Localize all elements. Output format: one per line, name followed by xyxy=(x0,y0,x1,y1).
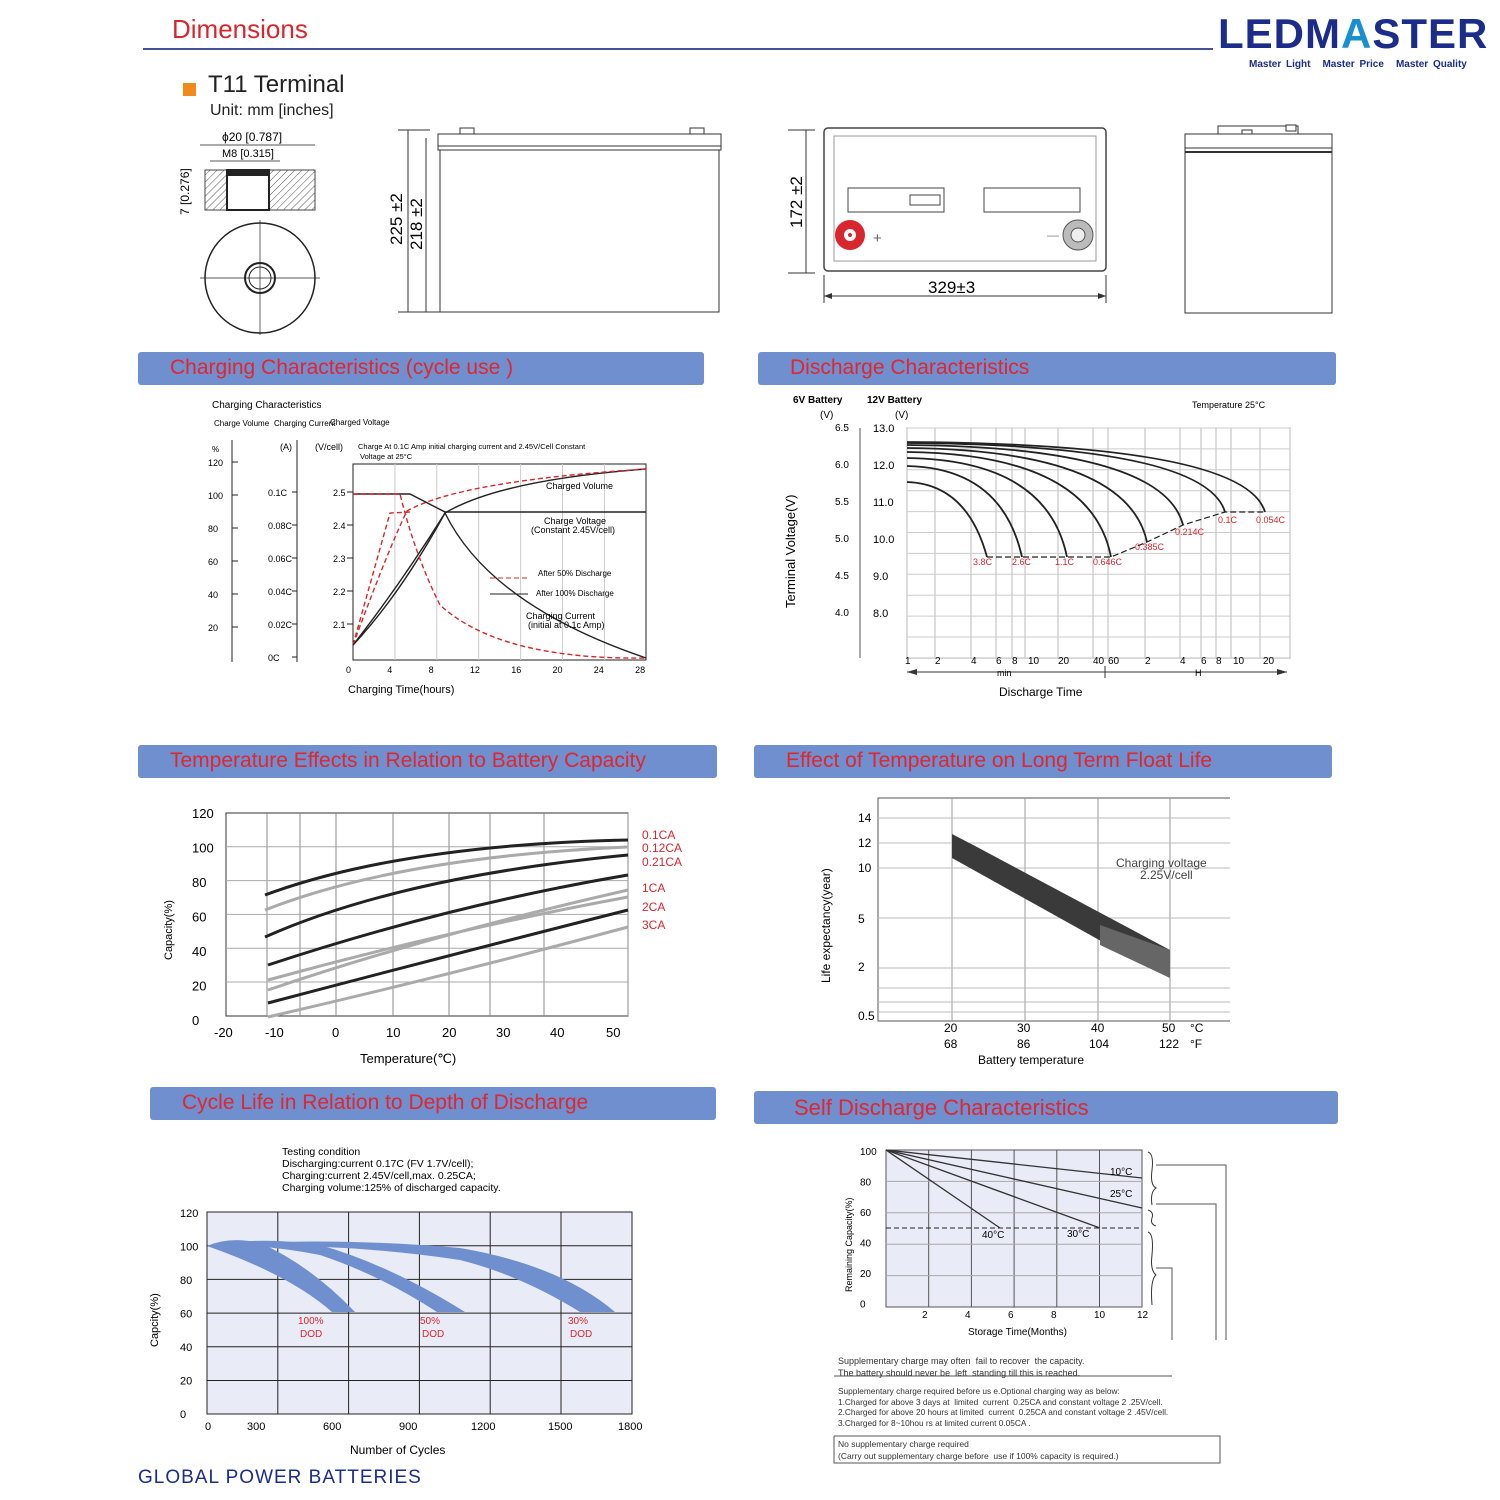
temp-x-tick: 20 xyxy=(442,1025,457,1040)
temp-legend-1: 0.1CA xyxy=(642,828,676,842)
float-x-c-tick: 40 xyxy=(1091,1021,1105,1035)
cycle-condition-line: Charging volume:125% of discharged capacity. xyxy=(282,1182,501,1194)
discharge-6v-unit: (V) xyxy=(820,410,834,421)
float-charging-voltage: Charging voltage xyxy=(1116,856,1207,870)
temp-x-tick: 30 xyxy=(496,1025,511,1040)
temp-capacity-chart xyxy=(150,795,710,1075)
discharge-x-min-tick: 2 xyxy=(935,656,941,667)
height-225-label: 225 ±2 xyxy=(387,193,406,245)
discharge-rate-label: 0.054C xyxy=(1256,515,1286,525)
discharge-12v-tick: 9.0 xyxy=(873,571,889,583)
charge-voltage-tick: 2.2 xyxy=(333,587,346,597)
discharge-x-min-tick: 8 xyxy=(1012,656,1018,667)
float-unit-c: °C xyxy=(1190,1021,1204,1035)
temp-y-tick: 120 xyxy=(192,806,214,821)
temp-y-label: Capacity(%) xyxy=(163,900,175,960)
footer-text: GLOBAL POWER BATTERIES xyxy=(138,1467,422,1488)
terminal-diameter: ϕ20 [0.787] xyxy=(222,130,283,144)
charge-current-tick: 0.04C xyxy=(268,587,293,597)
temp-x-tick: -20 xyxy=(214,1025,233,1040)
cycle-y-tick: 20 xyxy=(180,1375,193,1388)
temp-x-tick: 40 xyxy=(550,1025,565,1040)
discharge-12v-tick: 10.0 xyxy=(873,534,895,546)
title-underline xyxy=(143,48,1213,50)
self-note-b: Supplementary charge required before us e.Optional charging way as below: 1.Charged for above 3 days at limited current 0.25CA and constant voltage 2 .25V/cell. 2.Charged for above 20 hours at limited current 0.25CA and constant voltage 2 .45V/cell. 3.Charged for 8~10hou rs at limited current 0.05CA . xyxy=(838,1386,1169,1428)
battery-end-view xyxy=(1180,120,1340,320)
discharge-x-h-tick: 10 xyxy=(1233,656,1245,667)
float-x-label: Battery temperature xyxy=(978,1053,1085,1067)
self-10c: 10°C xyxy=(1110,1167,1133,1178)
cycle-y-tick: 60 xyxy=(180,1308,193,1321)
discharge-x-min-tick: 10 xyxy=(1028,656,1040,667)
self-x-tick: 10 xyxy=(1094,1310,1106,1321)
discharge-chart xyxy=(775,390,1315,705)
section-discharge: Discharge Characteristics xyxy=(758,352,1336,385)
float-y-tick: 5 xyxy=(858,912,865,926)
self-note-c: No supplementary charge required (Carry out supplementary charge before use if 100% capacity is required.) xyxy=(838,1439,1119,1461)
self-y-tick: 100 xyxy=(860,1147,877,1158)
self-y-tick: 60 xyxy=(860,1208,872,1219)
temp-legend-6: 3CA xyxy=(642,918,666,932)
width-329-label: 329±3 xyxy=(928,278,976,297)
charge-voltage-tick: 2.3 xyxy=(333,554,346,564)
discharge-x-h-tick: 4 xyxy=(1180,656,1186,667)
discharge-temperature: Temperature 25°C xyxy=(1192,400,1266,410)
charge-voltage-tick: 2.5 xyxy=(333,488,346,498)
discharge-x-h-tick: 8 xyxy=(1216,656,1222,667)
temp-legend-4: 1CA xyxy=(642,881,666,895)
discharge-x-min-tick: 40 xyxy=(1093,656,1105,667)
charge-curve xyxy=(353,469,646,645)
brand-logo: LEDMASTER xyxy=(1218,10,1489,57)
discharge-curve xyxy=(907,458,1067,557)
charge-x-tick: 20 xyxy=(552,665,563,675)
discharge-y-label: Terminal Voltage(V) xyxy=(783,494,798,608)
brand-tagline: Master Light Master Price Master Quality xyxy=(1249,59,1467,70)
cycle-dod-pct: 50% xyxy=(420,1316,441,1327)
charging-col-voltage: Charged Voltage xyxy=(330,418,390,427)
legend-50-discharge: After 50% Discharge xyxy=(538,569,612,578)
cycle-dod-label: DOD xyxy=(300,1329,323,1340)
temp-legend-5: 2CA xyxy=(642,900,666,914)
discharge-min-label: min xyxy=(997,668,1012,678)
positive-terminal-mark: + xyxy=(873,230,882,247)
float-x-f-tick: 86 xyxy=(1017,1037,1031,1051)
discharge-x-min-tick: 20 xyxy=(1058,656,1070,667)
discharge-rate-label: 0.1C xyxy=(1218,515,1238,525)
cycle-dod-pct: 30% xyxy=(568,1316,589,1327)
terminal-bolt: M8 [0.315] xyxy=(222,148,274,160)
cycle-dod-label: DOD xyxy=(422,1329,445,1340)
float-y-tick: 2 xyxy=(858,960,865,974)
discharge-6v-tick: 5.0 xyxy=(835,534,849,545)
cycle-x-tick: 1200 xyxy=(471,1421,496,1433)
section-float-life: Effect of Temperature on Long Term Float Life xyxy=(754,745,1332,778)
battery-top-view xyxy=(780,120,1120,310)
unit-label: Unit: mm [inches] xyxy=(210,102,334,119)
charge-current-tick: 0.06C xyxy=(268,554,293,564)
cycle-dod-pct: 100% xyxy=(298,1316,324,1327)
charge-x-tick: 24 xyxy=(593,665,604,675)
self-y-tick: 20 xyxy=(860,1269,872,1280)
charge-current-tick: 0.02C xyxy=(268,620,293,630)
cycle-y-label: Capcity(%) xyxy=(149,1293,161,1347)
bullet-square xyxy=(183,83,196,96)
cycle-x-label: Number of Cycles xyxy=(350,1443,446,1457)
temp-y-tick: 20 xyxy=(192,978,207,994)
cycle-condition-line: Charging:current 2.45V/cell,max. 0.25CA; xyxy=(282,1170,476,1182)
section-self-discharge: Self Discharge Characteristics xyxy=(754,1091,1338,1124)
cycle-condition-line: Testing condition xyxy=(282,1146,361,1158)
temp-y-tick: 60 xyxy=(192,909,207,925)
charge-x-tick: 16 xyxy=(511,665,522,675)
float-x-c-tick: 20 xyxy=(944,1021,958,1035)
discharge-rate-label: 2.6C xyxy=(1012,557,1032,567)
terminal-title: T11 Terminal xyxy=(208,71,345,98)
cycle-x-tick: 900 xyxy=(399,1421,418,1433)
cycle-y-tick: 100 xyxy=(180,1241,199,1254)
self-x-label: Storage Time(Months) xyxy=(968,1327,1067,1338)
charge-x-tick: 12 xyxy=(469,665,480,675)
charge-volume-tick: 40 xyxy=(208,590,219,600)
self-x-tick: 8 xyxy=(1051,1310,1057,1321)
discharge-h-label: H xyxy=(1195,668,1202,678)
cycle-condition-line: Discharging:current 0.17C (FV 1.7V/cell); xyxy=(282,1158,474,1170)
discharge-x-h-tick: 6 xyxy=(1201,656,1207,667)
charging-chart xyxy=(200,395,680,705)
charge-x-tick: 8 xyxy=(428,665,434,675)
charge-volume-tick: 80 xyxy=(208,524,219,534)
cycle-y-tick: 0 xyxy=(180,1409,187,1421)
cycle-dod-label: DOD xyxy=(570,1329,593,1340)
cycle-x-tick: 300 xyxy=(247,1421,266,1433)
self-x-tick: 12 xyxy=(1137,1310,1149,1321)
charge-x-tick: 28 xyxy=(635,665,646,675)
cycle-x-tick: 600 xyxy=(323,1421,342,1433)
charge-volume-tick: 60 xyxy=(208,557,219,567)
terminal-height: 7 [0.276] xyxy=(178,168,192,215)
temp-y-tick: 40 xyxy=(192,944,207,959)
discharge-rate-label: 0.214C xyxy=(1175,527,1205,537)
float-y-label: Life expectancy(year) xyxy=(819,868,833,983)
self-x-tick: 2 xyxy=(922,1310,928,1321)
battery-side-view xyxy=(380,120,730,320)
charge-voltage-tick: 2.1 xyxy=(333,620,346,630)
cycle-y-tick: 120 xyxy=(180,1208,199,1220)
discharge-6v-tick: 4.5 xyxy=(835,571,849,582)
self-y-tick: 40 xyxy=(860,1238,872,1250)
self-x-tick: 4 xyxy=(965,1310,971,1321)
float-x-f-tick: 122 xyxy=(1159,1037,1180,1051)
section-temp-capacity: Temperature Effects in Relation to Battery Capacity xyxy=(138,745,717,778)
discharge-12v-tick: 12.0 xyxy=(873,460,895,472)
discharge-rate-label: 3.8C xyxy=(973,557,993,567)
discharge-x-min-tick: 1 xyxy=(905,656,911,667)
temp-x-tick: 10 xyxy=(386,1025,401,1040)
charging-col-volume: Charge Volume xyxy=(214,419,270,428)
charge-curve xyxy=(353,494,646,512)
self-y-tick: 0 xyxy=(860,1299,866,1311)
charging-note-2: Voltage at 25°C xyxy=(360,452,413,461)
cycle-y-tick: 40 xyxy=(180,1342,193,1354)
charging-unit-volume: % xyxy=(212,445,220,454)
charging-x-label: Charging Time(hours) xyxy=(348,684,455,696)
discharge-rate-label: 1.1C xyxy=(1055,557,1075,567)
discharge-curve xyxy=(907,482,987,557)
discharge-x-min-tick: 60 xyxy=(1108,656,1120,667)
discharge-curve xyxy=(907,443,1225,512)
float-life-chart xyxy=(810,790,1230,1075)
temp-x-label: Temperature(℃) xyxy=(360,1051,457,1066)
charging-note-1: Charge At 0.1C Amp initial charging current and 2.45V/Cell Constant xyxy=(358,442,586,451)
page-title: Dimensions xyxy=(172,14,308,44)
charge-x-tick: 4 xyxy=(387,665,393,675)
discharge-12v-tick: 13.0 xyxy=(873,423,895,435)
temp-x-tick: 0 xyxy=(332,1025,340,1040)
discharge-6v-label: 6V Battery xyxy=(793,395,843,406)
label-charged-volume: Charged Volume xyxy=(546,481,614,491)
height-172-label: 172 ±2 xyxy=(787,176,806,228)
cycle-x-tick: 0 xyxy=(205,1421,212,1433)
cycle-life-chart xyxy=(140,1140,700,1470)
self-y-label: Remaining Capacity(%) xyxy=(844,1197,854,1292)
discharge-6v-tick: 4.0 xyxy=(835,608,849,619)
discharge-12v-label: 12V Battery xyxy=(867,395,923,406)
float-unit-f: °F xyxy=(1190,1037,1203,1051)
self-y-tick: 80 xyxy=(860,1177,872,1189)
charge-x-tick: 0 xyxy=(346,665,352,675)
charging-chart-title: Charging Characteristics xyxy=(212,400,322,411)
float-y-tick: 12 xyxy=(858,836,872,850)
discharge-x-h-tick: 20 xyxy=(1263,656,1275,667)
cycle-x-tick: 1500 xyxy=(548,1421,573,1433)
charge-voltage-tick: 2.4 xyxy=(333,521,346,531)
float-y-tick: 14 xyxy=(858,811,872,825)
terminal-drawing xyxy=(170,125,340,340)
temp-y-tick: 100 xyxy=(192,840,214,856)
height-218-label: 218 ±2 xyxy=(407,198,426,250)
float-x-c-tick: 30 xyxy=(1017,1021,1031,1035)
temp-y-tick: 80 xyxy=(192,875,207,890)
float-x-c-tick: 50 xyxy=(1162,1021,1176,1035)
temp-y-tick: 0 xyxy=(192,1013,200,1028)
section-cycle-life: Cycle Life in Relation to Depth of Discharge xyxy=(150,1087,716,1120)
float-x-f-tick: 104 xyxy=(1089,1037,1110,1051)
discharge-curve xyxy=(907,452,1111,557)
discharge-rate-label: 0.646C xyxy=(1093,557,1123,567)
discharge-12v-tick: 8.0 xyxy=(873,608,889,620)
self-note-a: Supplementary charge may often fail to recover the capacity. The battery should never be left standing till this is reached. xyxy=(838,1356,1085,1378)
float-x-f-tick: 68 xyxy=(944,1037,958,1051)
charging-unit-current: (A) xyxy=(280,442,292,452)
section-charging: Charging Characteristics (cycle use ) xyxy=(138,352,704,385)
label-charge-voltage-2: (Constant 2.45V/cell) xyxy=(531,525,616,535)
charge-current-tick: 0.08C xyxy=(268,521,293,531)
charge-curve xyxy=(353,469,646,645)
float-y-tick: 10 xyxy=(858,861,872,875)
cycle-y-tick: 80 xyxy=(180,1275,193,1287)
discharge-12v-unit: (V) xyxy=(895,410,909,421)
temp-legend-2: 0.12CA xyxy=(642,841,683,855)
cycle-x-tick: 1800 xyxy=(618,1421,643,1433)
temp-legend-3: 0.21CA xyxy=(642,855,683,869)
label-charge-voltage: Charge Voltage xyxy=(544,516,607,526)
charging-unit-voltage: (V/cell) xyxy=(315,442,344,452)
self-25c: 25°C xyxy=(1110,1189,1133,1200)
discharge-x-min-tick: 6 xyxy=(996,656,1002,667)
discharge-6v-tick: 6.5 xyxy=(835,423,849,434)
discharge-curve xyxy=(907,448,1147,542)
discharge-6v-tick: 5.5 xyxy=(835,497,849,508)
negative-terminal-mark: — xyxy=(1047,228,1059,242)
temp-x-tick: -10 xyxy=(265,1025,284,1040)
float-charging-voltage-2: 2.25V/cell xyxy=(1140,868,1193,882)
discharge-6v-tick: 6.0 xyxy=(835,460,849,471)
discharge-rate-label: 0.385C xyxy=(1135,542,1165,552)
charge-volume-tick: 120 xyxy=(208,458,224,468)
legend-100-discharge: After 100% Discharge xyxy=(536,589,614,598)
discharge-x-h-tick: 2 xyxy=(1145,656,1151,667)
charge-current-tick: 0.1C xyxy=(268,488,288,498)
discharge-x-label: Discharge Time xyxy=(999,685,1083,699)
label-charging-current-2: (initial at 0.1c Amp) xyxy=(528,620,605,630)
self-40c: 40°C xyxy=(982,1230,1005,1241)
self-x-tick: 6 xyxy=(1008,1310,1014,1321)
float-y-tick: 0.5 xyxy=(858,1009,875,1023)
charge-volume-tick: 20 xyxy=(208,623,219,633)
discharge-12v-tick: 11.0 xyxy=(873,497,894,509)
discharge-x-min-tick: 4 xyxy=(971,656,977,667)
charge-volume-tick: 100 xyxy=(208,491,224,501)
label-charging-current: Charging Current xyxy=(526,611,596,621)
self-30c: 30°C xyxy=(1067,1229,1090,1240)
temp-x-tick: 50 xyxy=(606,1025,621,1040)
self-discharge-chart xyxy=(830,1140,1240,1340)
charge-current-tick: 0C xyxy=(268,653,280,663)
charging-col-current: Charging Current xyxy=(274,419,336,428)
